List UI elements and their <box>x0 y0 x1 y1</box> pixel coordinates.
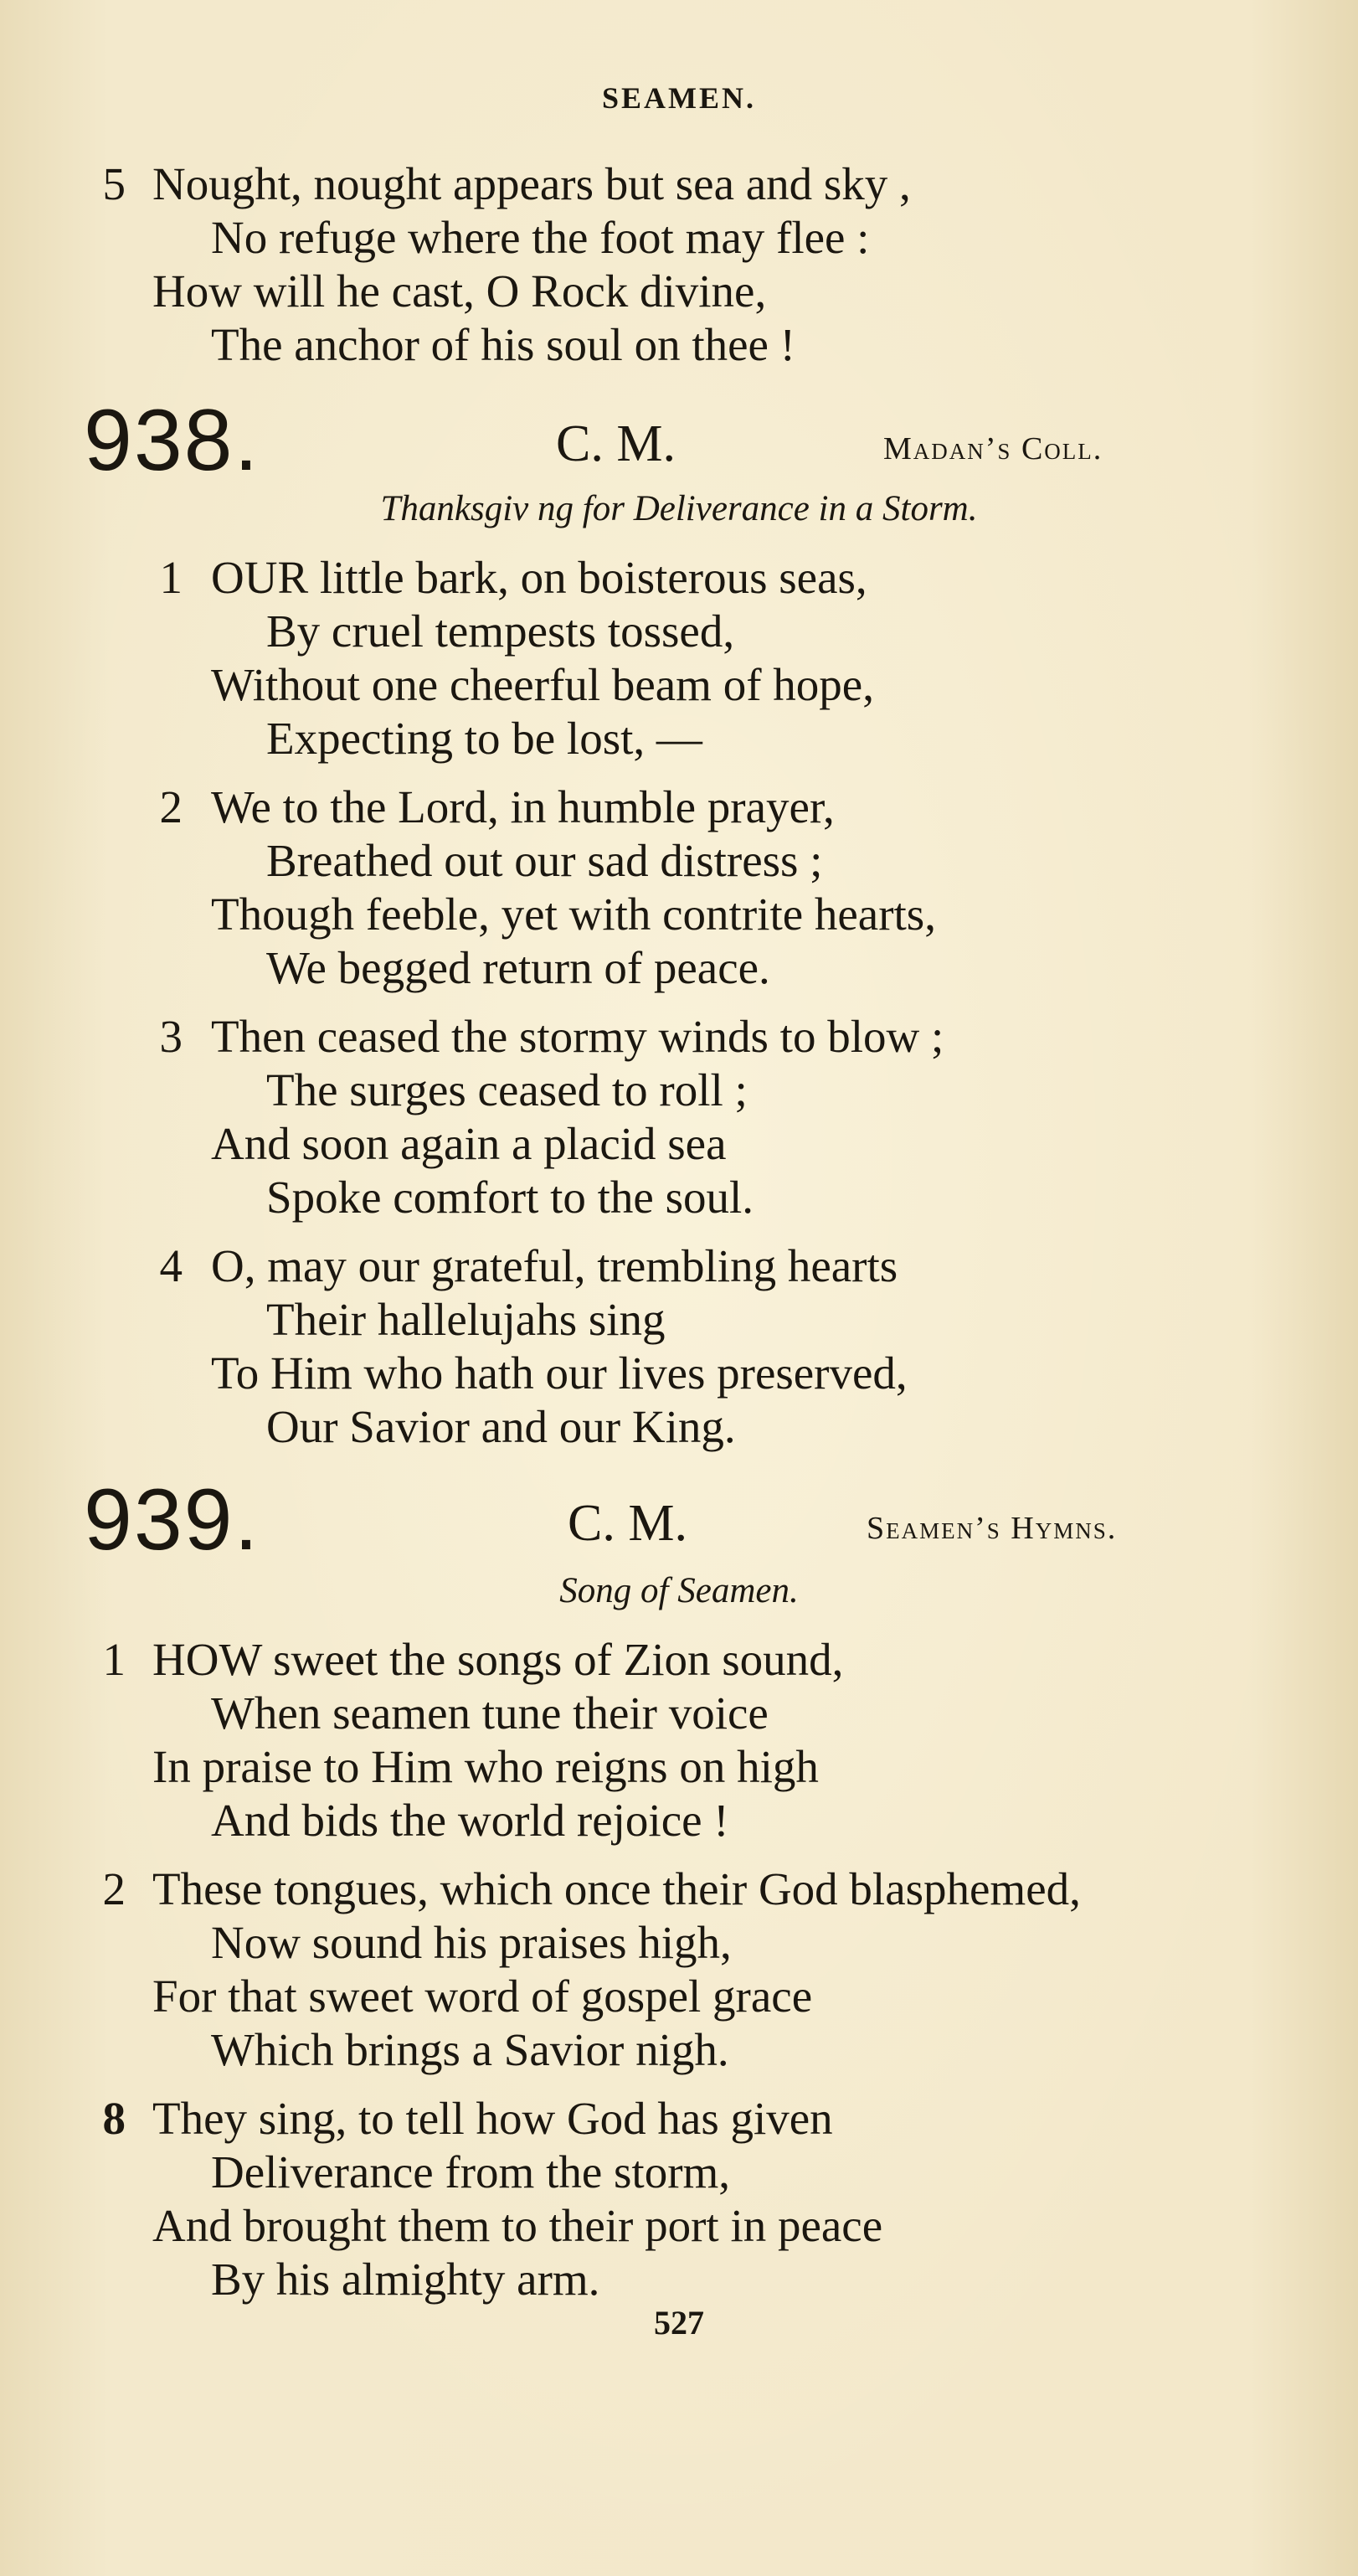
hymn-938-verse-2 <box>0 781 1273 995</box>
verse-line-text: Breathed out our sad distress ; <box>266 835 823 886</box>
verse-line <box>0 2023 1273 2077</box>
hymn-source: Seamen’s Hymns. <box>867 1511 1118 1546</box>
verse-line <box>0 1633 1273 1687</box>
verse-line-text: Their hallelujahs sing <box>266 1294 666 1345</box>
verse-line <box>0 1916 1273 1970</box>
verse-line <box>0 1970 1273 2023</box>
hymn-938-verse-4 <box>0 1239 1273 1454</box>
verse-number: 5 <box>102 158 126 209</box>
verse-line-text: Expecting to be lost, — <box>266 713 702 764</box>
hymn-939-verse-3 <box>0 2092 1273 2306</box>
verse-line-text: Nought, nought appears but sea and sky , <box>152 158 911 209</box>
hymn-939-header <box>0 1471 1358 1569</box>
verse-line <box>0 1239 1273 1293</box>
verse-line-text: Now sound his praises high, <box>211 1917 732 1968</box>
verse-line <box>0 1687 1273 1740</box>
verse-line <box>0 834 1273 888</box>
verse-line <box>0 941 1273 995</box>
verse-line <box>0 2253 1273 2306</box>
verse-line <box>0 712 1273 765</box>
running-head: SEAMEN. <box>601 81 757 115</box>
verse-line-text: Our Savior and our King. <box>266 1401 736 1452</box>
verse-line-text: O, may our grateful, trembling hearts <box>211 1240 898 1291</box>
hymn-938-subtitle: Thanksgiv ng for Deliverance in a Storm. <box>380 489 978 528</box>
verse-line <box>0 1117 1273 1171</box>
verse-line-text: Though feeble, yet with contrite hearts, <box>211 889 936 940</box>
hymn-938-verse-3 <box>0 1010 1273 1224</box>
verse-line-text: To Him who hath our lives preserved, <box>211 1347 908 1399</box>
verse-line-text: And bids the world rejoice ! <box>211 1795 729 1846</box>
hymn-source: Madan’s Coll. <box>883 431 1103 466</box>
verse-line <box>0 888 1273 941</box>
verse-number: 3 <box>159 1011 183 1062</box>
verse-line <box>0 1794 1273 1847</box>
verse-line <box>0 318 1273 372</box>
verse-line <box>0 1293 1273 1347</box>
verse-line <box>0 1862 1273 1916</box>
verse-line-text: The surges ceased to roll ; <box>266 1064 748 1115</box>
verse-line-text: And brought them to their port in peace <box>152 2200 883 2251</box>
verse-line <box>0 781 1273 834</box>
verse-line-text: They sing, to tell how God has given <box>152 2093 833 2144</box>
verse-line <box>0 1010 1273 1064</box>
verse-line-text: In praise to Him who reigns on high <box>152 1741 819 1792</box>
page-number: 527 <box>654 2304 704 2342</box>
verse-number: 4 <box>159 1240 183 1291</box>
hymn-meter: C. M. <box>556 415 676 472</box>
verse-line-text: When seamen tune their voice <box>211 1687 769 1739</box>
verse-line <box>0 605 1273 658</box>
verse-line <box>0 1171 1273 1224</box>
verse-line-text: We to the Lord, in humble prayer, <box>211 781 835 832</box>
verse-line-text: We begged return of peace. <box>266 942 770 993</box>
verse-line <box>0 2146 1273 2199</box>
hymn-938-header <box>0 392 1358 489</box>
verse-line-text: For that sweet word of gospel grace <box>152 1971 813 2022</box>
hymn-number: 939. <box>84 1471 260 1569</box>
verse-number: 1 <box>102 1634 126 1685</box>
verse-line <box>0 1347 1273 1400</box>
verse-line-text: By cruel tempests tossed, <box>266 605 735 657</box>
verse-line <box>0 265 1273 318</box>
verse-number: 8 <box>102 2093 126 2144</box>
verse-line <box>0 1740 1273 1794</box>
verse-line-text: Spoke comfort to the soul. <box>266 1172 754 1223</box>
verse-number: 2 <box>102 1863 126 1914</box>
verse-line-text: These tongues, which once their God blasphemed, <box>152 1863 1081 1914</box>
verse-line-text: Which brings a Savior nigh. <box>211 2024 729 2075</box>
verse-line-text: Deliverance from the storm, <box>211 2146 731 2197</box>
verse-line <box>0 658 1273 712</box>
verse-line <box>0 551 1273 605</box>
verse-line <box>0 157 1273 211</box>
continued-verse-5 <box>0 157 1273 372</box>
hymn-939-verse-2 <box>0 1862 1273 2077</box>
verse-line <box>0 211 1273 265</box>
verse-line-text: Then ceased the stormy winds to blow ; <box>211 1011 944 1062</box>
verse-line <box>0 2199 1273 2253</box>
verse-line-text: HOW sweet the songs of Zion sound, <box>152 1634 844 1685</box>
verse-line <box>0 1400 1273 1454</box>
verse-line-text: And soon again a placid sea <box>211 1118 727 1169</box>
hymn-939-verse-1 <box>0 1633 1273 1847</box>
verse-number: 1 <box>159 552 183 603</box>
hymn-938-verse-1 <box>0 551 1273 765</box>
verse-line-text: No refuge where the foot may flee : <box>211 212 870 263</box>
verse-line-text: How will he cast, O Rock divine, <box>152 265 767 317</box>
verse-line-text: The anchor of his soul on thee ! <box>211 319 796 370</box>
verse-line <box>0 1064 1273 1117</box>
hymn-number: 938. <box>84 392 260 489</box>
hymn-meter: C. M. <box>568 1495 687 1552</box>
hymn-939-subtitle: Song of Seamen. <box>559 1571 799 1610</box>
verse-line-text: Without one cheerful beam of hope, <box>211 659 874 710</box>
verse-line-text: By his almighty arm. <box>211 2254 600 2305</box>
verse-line <box>0 2092 1273 2146</box>
verse-number: 2 <box>159 781 183 832</box>
verse-line-text: OUR little bark, on boisterous seas, <box>211 552 867 603</box>
